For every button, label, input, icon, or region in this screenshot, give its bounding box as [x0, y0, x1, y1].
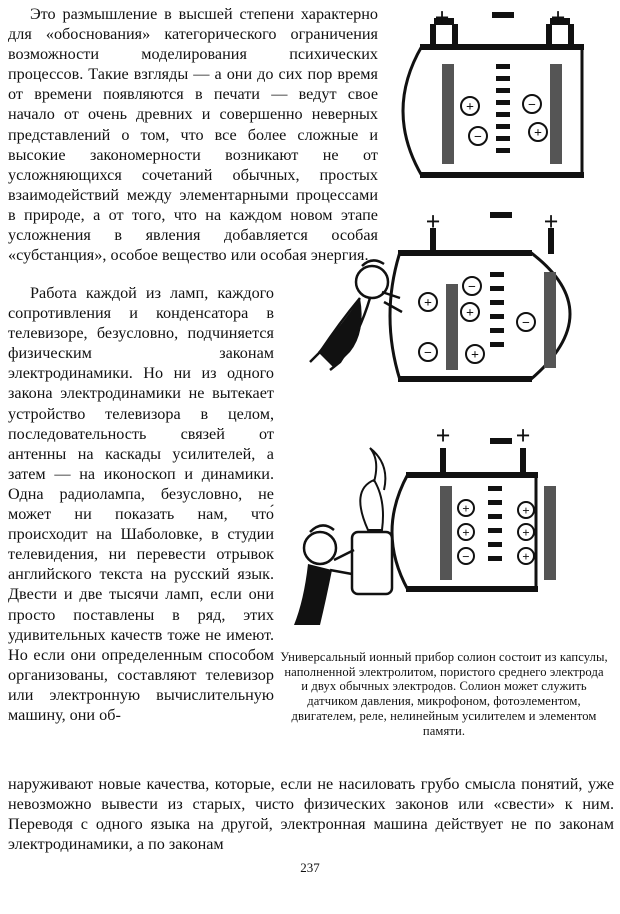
- svg-text:+: +: [462, 525, 470, 540]
- svg-text:−: −: [522, 316, 530, 331]
- svg-text:+: +: [522, 503, 530, 518]
- solion-cell-1-illustration: [392, 4, 614, 194]
- paragraph-2: Работа каждой из ламп, каждого сопротивления и конденсатора в телевизоре, безусловно, подчиняется физическим законам электродинамики. Но ни из одного закона электродинамики не вытекает устройство телевизора в целом, последовательность связей от антенны на каскады усилителей, а затем — на иконоскоп и динамики. Одна радиолампа, безусловно, не может ни показать нам, что́ происходит на Шаболовке, в студии телевидения, ни перевести отрывок английского текста на русский язык. Двести и две тысячи ламп, если они просто поставлены в ряд, этих удивительных качеств тоже не имеют. Но если они определенным способом организованы, составляют телевизор или электронную вычислительную машину, они об-: [8, 284, 274, 724]
- svg-text:+: +: [471, 348, 479, 363]
- svg-text:+: +: [522, 549, 530, 564]
- svg-text:+: +: [515, 421, 531, 450]
- svg-text:−: −: [462, 549, 470, 564]
- figure-caption: Универсальный ионный прибор солион состоит из капсулы, наполненной электролитом, пористого среднего электрода и двух обычных электродов. Солион может служить датчиком давления, микрофоном, фотоэлементом, двигателем, реле, нелинейным усилителем и элементом памяти.: [280, 650, 608, 738]
- svg-text:+: +: [434, 4, 450, 32]
- svg-text:−: −: [474, 130, 482, 145]
- svg-text:+: +: [466, 306, 474, 321]
- svg-text:−: −: [468, 280, 476, 295]
- svg-text:+: +: [424, 296, 432, 311]
- text-column-lower: [8, 283, 274, 725]
- svg-text:+: +: [550, 4, 566, 32]
- svg-text:+: +: [543, 207, 559, 236]
- svg-text:−: −: [528, 98, 536, 113]
- paragraph-2-continuation: наруживают новые качества, которые, если не насиловать грубо смысла понятий, уже невозможно вывести из старых, чисто физических законов или «свести» к ним. Переводя с одного языка на другой, электронная машина действует не по законам электродинамики, а по законам: [8, 775, 614, 854]
- svg-text:+: +: [435, 421, 451, 450]
- paragraph-1: Это размышление в высшей степени характерно для «обоснования» категорического ограничения возможности моделирования психических процессов. Такие взгляды — а они до сих пор время от времени появляются в печати — ведут свое начало от очень древних и совершенно неверных представлений о том, что все более сложные и высокие закономерности возникают не от усложняющихся сочетаний обычных, простых взаимодействий между элементарными процессами в природе, а от того, что на каждом новом этапе усложнения в явления добавляется особая «субстанция», особое вещество или особая энергия.: [8, 5, 378, 265]
- svg-text:+: +: [522, 525, 530, 540]
- svg-text:+: +: [462, 501, 470, 516]
- svg-text:+: +: [534, 126, 542, 141]
- page-number: 237: [300, 860, 320, 875]
- svg-text:+: +: [466, 100, 474, 115]
- svg-text:+: +: [425, 207, 441, 236]
- svg-text:−: −: [424, 346, 432, 361]
- solion-cell-2-illustration: [300, 202, 614, 407]
- solion-cell-3-illustration: [290, 420, 614, 645]
